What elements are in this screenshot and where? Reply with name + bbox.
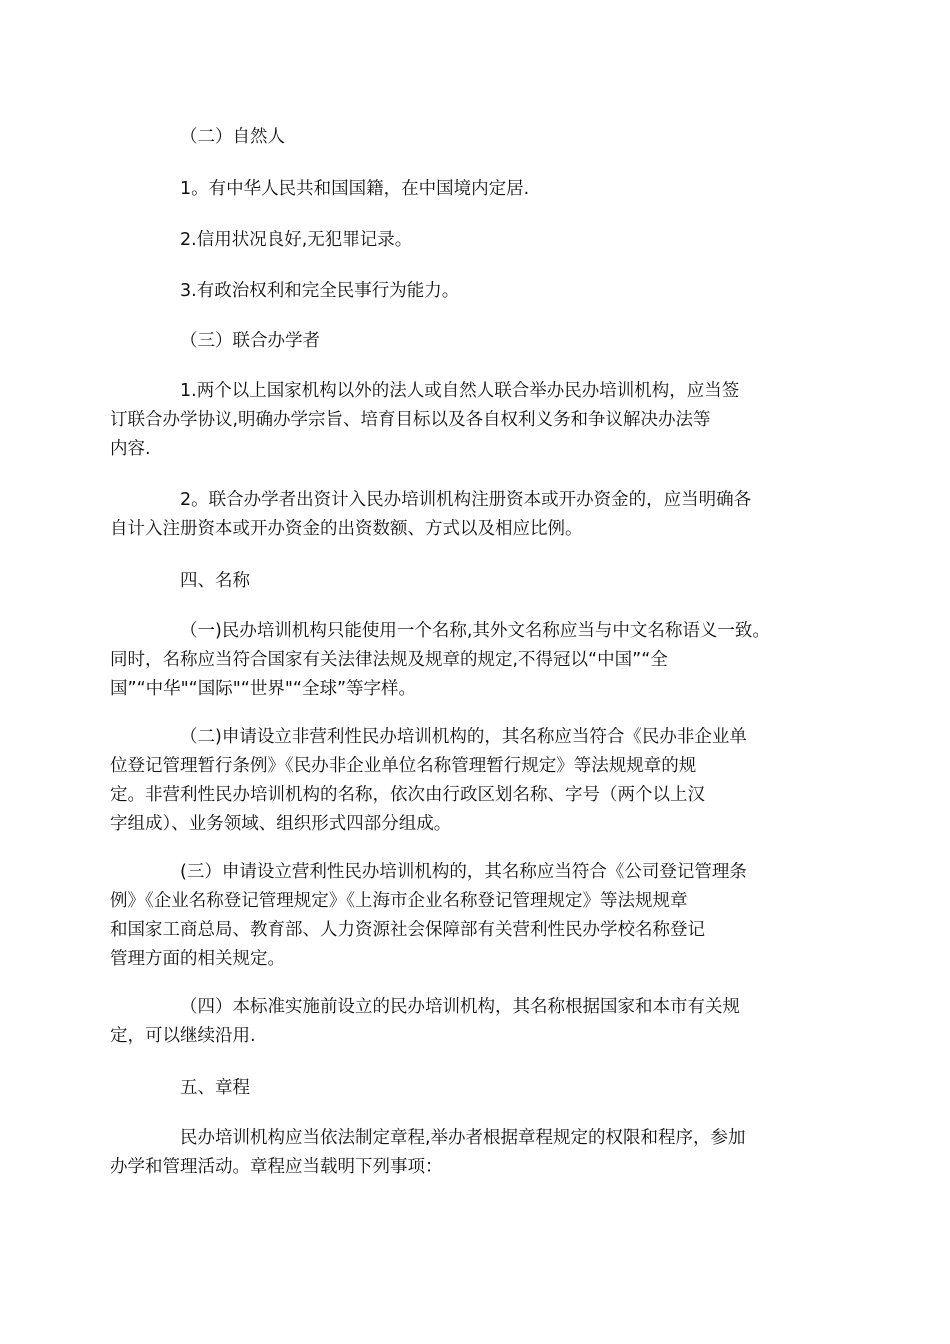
text-line: 2.信用状况良好,无犯罪记录。 (180, 230, 413, 250)
section-heading-charter (145, 1074, 825, 1103)
paragraph-forprofit-name (110, 858, 825, 974)
text-line: 位登记管理暂行条例》《民办非企业单位名称管理暂行规定》等法规规章的规 (110, 756, 697, 776)
paragraph-political-rights (145, 277, 825, 306)
text-line: 3.有政治权利和完全民事行为能力。 (180, 281, 460, 301)
paragraph-existing-name (110, 993, 825, 1051)
text-line: （四）本标准实施前设立的民办培训机构，其名称根据国家和本市有关规 (180, 997, 740, 1017)
text-line: 五、章程 (180, 1078, 250, 1098)
text-line: 定，可以继续沿用. (110, 1026, 256, 1046)
text-line: 1.两个以上国家机构以外的法人或自然人联合举办民办培训机构，应当签 (180, 381, 740, 401)
section-heading-name (145, 567, 825, 596)
text-line: （二)申请设立非营利性民办培训机构的，其名称应当符合《民办非企业单 (180, 727, 747, 747)
text-line: (三）申请设立营利性民办培训机构的，其名称应当符合《公司登记管理条 (180, 862, 747, 882)
text-line: 例》《企业名称登记管理规定》《上海市企业名称登记管理规定》等法规规章 (110, 891, 688, 911)
text-line: 管理方面的相关规定。 (110, 949, 285, 969)
text-line: （三）联合办学者 (180, 331, 320, 351)
subheading-joint-organizers (145, 327, 825, 356)
paragraph-joint-agreement (110, 377, 825, 464)
paragraph-credit (145, 226, 825, 255)
paragraph-charter (110, 1124, 825, 1182)
paragraph-nationality (145, 175, 825, 204)
text-line: 办学和管理活动。章程应当载明下列事项： (110, 1157, 443, 1177)
text-line: 四、名称 (180, 571, 250, 591)
text-line: 民办培训机构应当依法制定章程,举办者根据章程规定的权限和程序，参加 (180, 1128, 746, 1148)
text-line: 1。有中华人民共和国国籍，在中国境内定居. (180, 179, 530, 199)
text-line: 内容. (110, 439, 151, 459)
paragraph-nonprofit-name (110, 723, 825, 839)
paragraph-joint-capital (110, 486, 825, 544)
text-line: 同时，名称应当符合国家有关法律法规及规章的规定,不得冠以“中国”“全 (110, 650, 668, 670)
paragraph-single-name (110, 617, 825, 704)
text-line: 定。非营利性民办培训机构的名称，依次由行政区划名称、字号（两个以上汉 (110, 785, 705, 805)
text-line: 订联合办学协议,明确办学宗旨、培育目标以及各自权利义务和争议解决办法等 (110, 410, 711, 430)
text-line: 国”“中华"“国际"“世界"“全球”等字样。 (110, 679, 417, 699)
text-line: （二）自然人 (180, 127, 285, 147)
text-line: 字组成）、业务领域、组织形式四部分组成。 (110, 814, 452, 834)
text-line: 2。联合办学者出资计入民办培训机构注册资本或开办资金的，应当明确各 (180, 490, 752, 510)
text-line: 和国家工商总局、教育部、人力资源社会保障部有关营利性民办学校名称登记 (110, 920, 705, 940)
subheading-natural-person (145, 123, 825, 152)
text-line: （一)民办培训机构只能使用一个名称,其外文名称应当与中文名称语义一致。 (180, 621, 770, 641)
text-line: 自计入注册资本或开办资金的出资数额、方式以及相应比例。 (110, 519, 583, 539)
